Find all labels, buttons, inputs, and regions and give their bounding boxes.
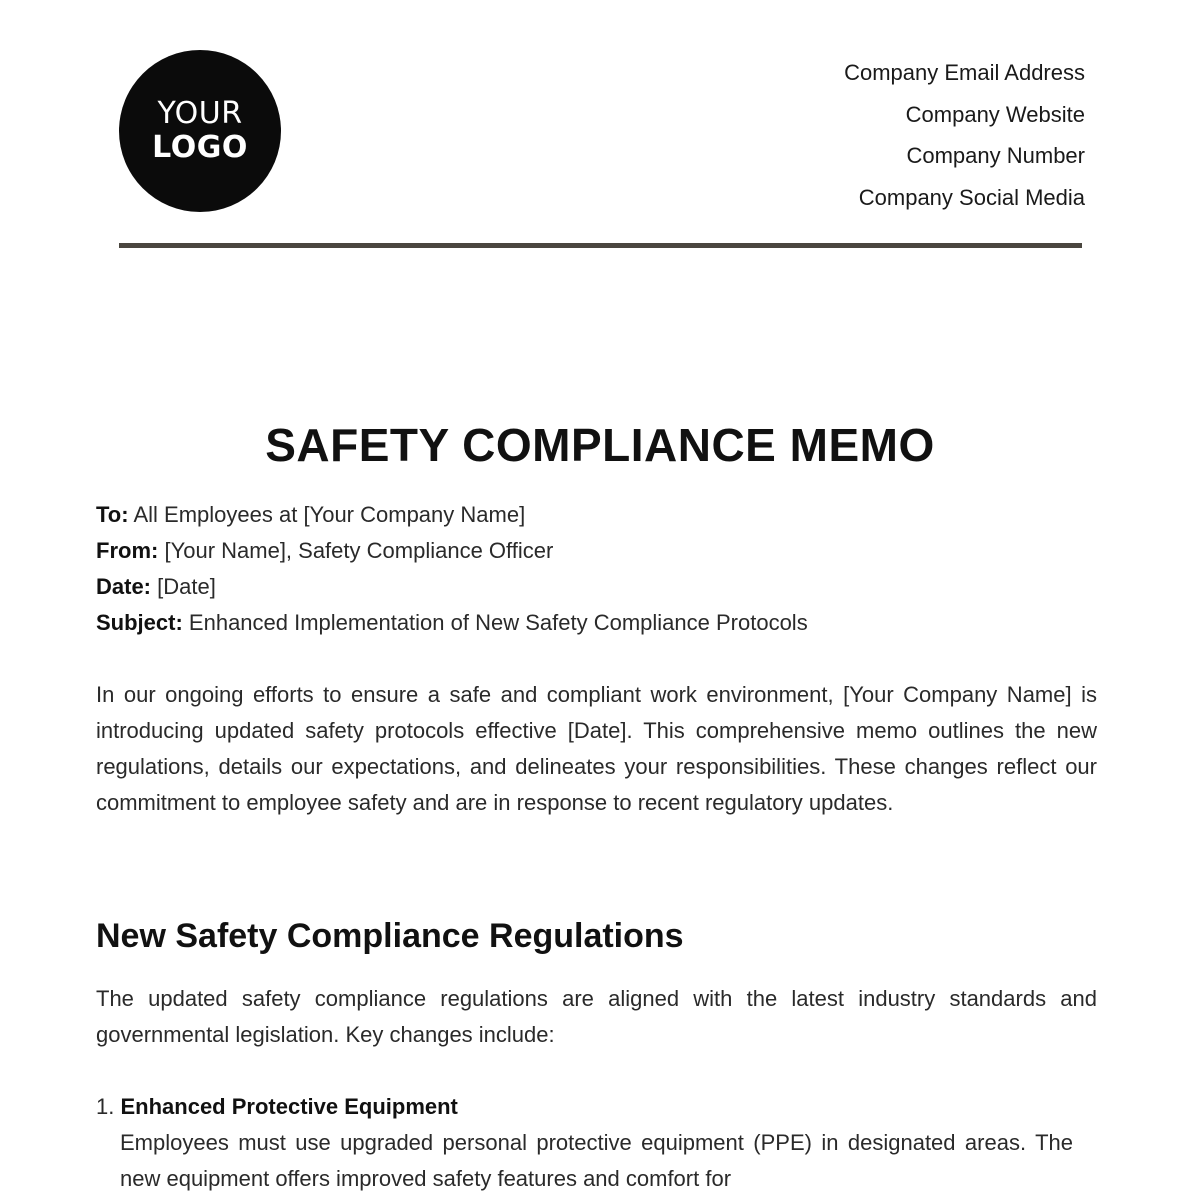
meta-to-label: To: [96, 502, 129, 527]
section-heading: New Safety Compliance Regulations [96, 917, 684, 955]
list-item-text: Employees must use upgraded personal protective equipment (PPE) in designated areas. The new equipment offers improved safety features and comfort for [120, 1130, 1073, 1191]
list-item [96, 1089, 1076, 1197]
meta-date-value: [Date] [157, 574, 216, 599]
company-website: Company Website [905, 101, 1085, 127]
list-item-heading [96, 1089, 1076, 1125]
memo-title: SAFETY COMPLIANCE MEMO [265, 419, 935, 471]
meta-to-value: All Employees at [Your Company Name] [133, 502, 526, 527]
meta-subject-label: Subject: [96, 610, 183, 635]
meta-subject-value: Enhanced Implementation of New Safety Compliance Protocols [188, 610, 808, 635]
company-email: Company Email Address [844, 60, 1085, 85]
meta-date-label: Date: [96, 574, 152, 599]
section-paragraph: The updated safety compliance regulations are aligned with the latest industry standards and governmental legislation. Key changes include: [96, 986, 1097, 1047]
header-divider [119, 243, 1082, 248]
logo-text-your: YOUR [157, 96, 243, 131]
meta-date [96, 569, 1106, 605]
meta-from-label: From: [96, 538, 159, 563]
meta-subject [96, 605, 1106, 641]
logo-text-logo: LOGO [152, 130, 248, 165]
company-contact-block [844, 52, 1085, 218]
intro-paragraph: In our ongoing efforts to ensure a safe and compliant work environment, [Your Company Name] is introducing updated safety protocols effective [Date]. This comprehensive memo outlines the new regulations, details our expectations, and delineates your responsibilities. These changes reflect our commitment to employee safety and are in response to recent regulatory updates. [96, 682, 1097, 815]
company-social-media: Company Social Media [858, 184, 1085, 210]
regulations-list [96, 1089, 1076, 1197]
meta-from-value: [Your Name], Safety Compliance Officer [164, 538, 554, 563]
meta-to [96, 497, 1106, 533]
company-logo [119, 50, 281, 212]
meta-from [96, 533, 1106, 569]
company-number: Company Number [906, 143, 1085, 168]
list-item-number: 1. [96, 1094, 115, 1119]
memo-meta [96, 497, 1106, 641]
list-item-title: Enhanced Protective Equipment [120, 1094, 458, 1119]
